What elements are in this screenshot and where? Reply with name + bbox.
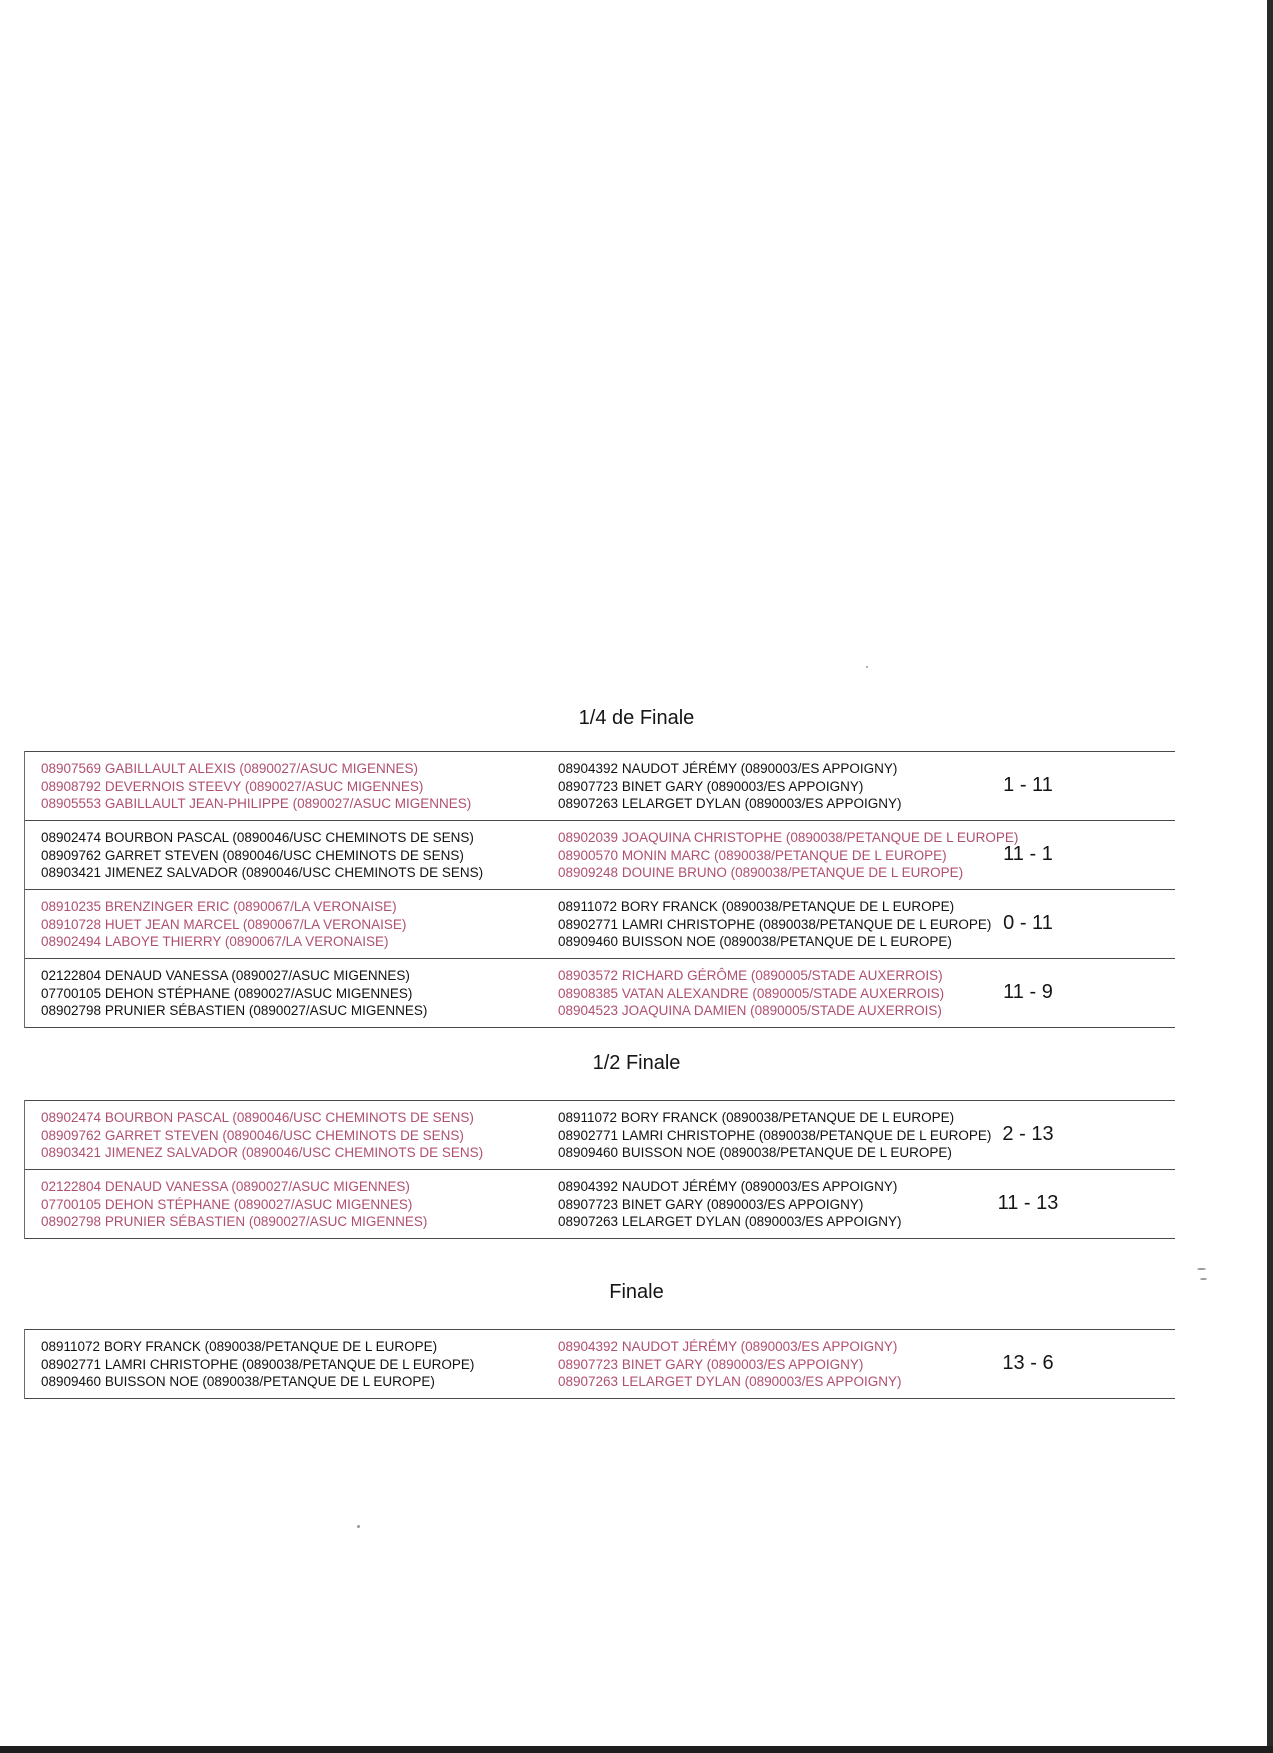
team-left [41, 1338, 474, 1391]
player-line: 08908792 DEVERNOIS STEEVY (0890027/ASUC MIGENNES) [41, 778, 424, 794]
player-line: 08902771 LAMRI CHRISTOPHE (0890038/PETANQUE DE L EUROPE) [558, 1127, 992, 1143]
match-score: 0 - 11 [1003, 912, 1053, 934]
match-score: 1 - 11 [1003, 774, 1053, 796]
player-line: 08907723 BINET GARY (0890003/ES APPOIGNY) [558, 1196, 864, 1212]
player-line: 08902798 PRUNIER SÉBASTIEN (0890027/ASUC MIGENNES) [41, 1214, 428, 1229]
round-title-final: Finale [609, 1281, 664, 1303]
team-right [558, 760, 901, 813]
player-line: 08911072 BORY FRANCK (0890038/PETANQUE DE L EUROPE) [41, 1339, 438, 1354]
team-right [558, 898, 991, 951]
player-line: 08911072 BORY FRANCK (0890038/PETANQUE DE L EUROPE) [558, 1110, 955, 1125]
team-right [558, 829, 1018, 882]
team-left [41, 760, 471, 813]
player-line: 08902771 LAMRI CHRISTOPHE (0890038/PETANQUE DE L EUROPE) [41, 1356, 475, 1372]
team-left [41, 1178, 427, 1231]
player-line: 08902474 BOURBON PASCAL (0890046/USC CHEMINOTS DE SENS) [41, 830, 474, 845]
match-row [25, 1169, 1175, 1239]
player-line: 08907263 LELARGET DYLAN (0890003/ES APPOIGNY) [558, 1214, 902, 1229]
scan-edge-right [1267, 0, 1273, 1753]
team-left [41, 1109, 483, 1162]
scan-edge-bottom [0, 1746, 1273, 1753]
player-line: 07700105 DEHON STÉPHANE (0890027/ASUC MIGENNES) [41, 1196, 413, 1212]
player-line: 08907569 GABILLAULT ALEXIS (0890027/ASUC MIGENNES) [41, 761, 418, 776]
player-line: 08904392 NAUDOT JÉRÉMY (0890003/ES APPOIGNY) [558, 761, 898, 776]
player-line: 08903572 RICHARD GÉRÔME (0890005/STADE AUXERROIS) [558, 968, 943, 983]
match-row [25, 1329, 1175, 1399]
player-line: 08905553 GABILLAULT JEAN-PHILIPPE (0890027/ASUC MIGENNES) [41, 796, 472, 811]
player-line: 08902798 PRUNIER SÉBASTIEN (0890027/ASUC MIGENNES) [41, 1003, 428, 1018]
match-score: 13 - 6 [1002, 1352, 1054, 1374]
match-score: 2 - 13 [1002, 1123, 1054, 1145]
team-right [558, 1178, 901, 1231]
player-line: 02122804 DENAUD VANESSA (0890027/ASUC MIGENNES) [41, 1179, 410, 1194]
quarter-final-table [24, 751, 1175, 1028]
player-line: 08911072 BORY FRANCK (0890038/PETANQUE DE L EUROPE) [558, 899, 955, 914]
player-line: 08903421 JIMENEZ SALVADOR (0890046/USC CHEMINOTS DE SENS) [41, 865, 484, 880]
player-line: 08904523 JOAQUINA DAMIEN (0890005/STADE AUXERROIS) [558, 1003, 942, 1018]
player-line: 08903421 JIMENEZ SALVADOR (0890046/USC CHEMINOTS DE SENS) [41, 1145, 484, 1160]
player-line: 08902494 LABOYE THIERRY (0890067/LA VERONAISE) [41, 934, 389, 949]
player-line: 08902474 BOURBON PASCAL (0890046/USC CHEMINOTS DE SENS) [41, 1110, 474, 1125]
player-line: 08909460 BUISSON NOE (0890038/PETANQUE DE L EUROPE) [41, 1374, 435, 1389]
match-row [25, 751, 1175, 820]
player-line: 07700105 DEHON STÉPHANE (0890027/ASUC MIGENNES) [41, 985, 413, 1001]
scan-speck [866, 666, 868, 668]
semi-final-table [24, 1100, 1175, 1239]
match-row [25, 820, 1175, 889]
player-line: 08909460 BUISSON NOE (0890038/PETANQUE DE L EUROPE) [558, 1145, 952, 1160]
team-right [558, 1109, 991, 1162]
match-row [25, 889, 1175, 958]
player-line: 08910728 HUET JEAN MARCEL (0890067/LA VERONAISE) [41, 916, 407, 932]
team-left [41, 898, 406, 951]
match-score: 11 - 13 [997, 1192, 1059, 1214]
player-line: 08904392 NAUDOT JÉRÉMY (0890003/ES APPOIGNY) [558, 1179, 898, 1194]
player-line: 08904392 NAUDOT JÉRÉMY (0890003/ES APPOIGNY) [558, 1339, 898, 1354]
player-line: 02122804 DENAUD VANESSA (0890027/ASUC MIGENNES) [41, 968, 410, 983]
player-line: 08909460 BUISSON NOE (0890038/PETANQUE DE L EUROPE) [558, 934, 952, 949]
match-score: 11 - 9 [1003, 981, 1053, 1003]
scan-speck [357, 1525, 360, 1528]
scan-speck [1200, 1278, 1207, 1280]
player-line: 08909248 DOUINE BRUNO (0890038/PETANQUE DE L EUROPE) [558, 865, 964, 880]
round-title-quarter-final: 1/4 de Finale [578, 707, 695, 729]
match-row [25, 1100, 1175, 1169]
team-right [558, 967, 944, 1020]
team-left [41, 967, 427, 1020]
round-title-semi-final: 1/2 Finale [592, 1052, 681, 1074]
player-line: 08907263 LELARGET DYLAN (0890003/ES APPOIGNY) [558, 796, 902, 811]
team-left [41, 829, 483, 882]
player-line: 08908385 VATAN ALEXANDRE (0890005/STADE AUXERROIS) [558, 985, 945, 1001]
match-row [25, 958, 1175, 1028]
team-right [558, 1338, 901, 1391]
match-score: 11 - 1 [1003, 843, 1053, 865]
player-line: 08909762 GARRET STEVEN (0890046/USC CHEMINOTS DE SENS) [41, 847, 464, 863]
player-line: 08909762 GARRET STEVEN (0890046/USC CHEMINOTS DE SENS) [41, 1127, 464, 1143]
player-line: 08907263 LELARGET DYLAN (0890003/ES APPOIGNY) [558, 1374, 902, 1389]
player-line: 08900570 MONIN MARC (0890038/PETANQUE DE L EUROPE) [558, 847, 947, 863]
player-line: 08902039 JOAQUINA CHRISTOPHE (0890038/PETANQUE DE L EUROPE) [558, 830, 1019, 845]
scan-speck [1197, 1268, 1206, 1270]
final-table [24, 1329, 1175, 1399]
player-line: 08910235 BRENZINGER ERIC (0890067/LA VERONAISE) [41, 899, 397, 914]
player-line: 08907723 BINET GARY (0890003/ES APPOIGNY) [558, 1356, 864, 1372]
player-line: 08907723 BINET GARY (0890003/ES APPOIGNY) [558, 778, 864, 794]
player-line: 08902771 LAMRI CHRISTOPHE (0890038/PETANQUE DE L EUROPE) [558, 916, 992, 932]
